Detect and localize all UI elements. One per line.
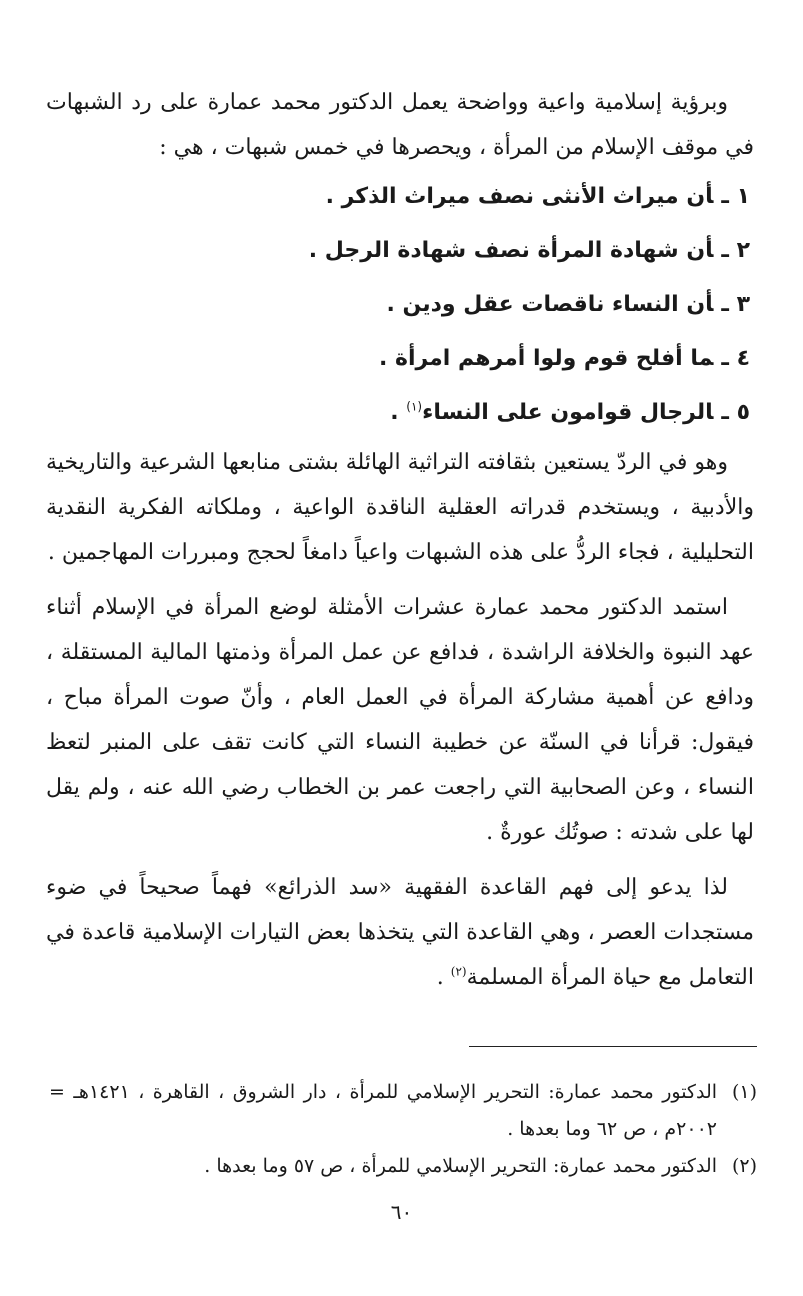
doubt-end: . bbox=[390, 400, 407, 425]
intro-paragraph: وبرؤية إسلامية واعية وواضحة يعمل الدكتور محمد عمارة على رد الشبهات في موقف الإسلام من المرأة ، ويحصرها في خمس شبهات ، هي : bbox=[46, 90, 754, 160]
footnote-text: الدكتور محمد عمارة: التحرير الإسلامي للمرأة ، دار الشروق ، القاهرة ، ١٤٢١هـ = ٢٠٠٢م ، ص ٦٢ وما بعدها . bbox=[49, 1081, 718, 1140]
closing-text: لذا يدعو إلى فهم القاعدة الفقهية «سد الذرائع» فهماً صحيحاً في ضوء مستجدات العصر ، وهي القاعدة التي يتخذها بعض التيارات الإسلامية قاعدة في التعامل مع حياة المرأة المسلمة bbox=[46, 875, 755, 990]
page-body bbox=[46, 80, 754, 1000]
footnote-text: الدكتور محمد عمارة: التحرير الإسلامي للمرأة ، ص ٥٧ وما بعدها . bbox=[204, 1155, 717, 1177]
page-number: ٦٠ bbox=[390, 1200, 413, 1224]
footnote-1 bbox=[49, 1074, 757, 1148]
examples-paragraph: استمد الدكتور محمد عمارة عشرات الأمثلة لوضع المرأة في الإسلام أثناء عهد النبوة والخلافة الراشدة ، فدافع عن عمل المرأة وذمتها المالية المستقلة ، ودافع عن أهمية مشاركة المرأة في العمل العام ، وأنّ صوت المرأة مباح ، فيقول: قرأنا في السنّة عن خطيبة النساء التي كانت تقف على المنبر لتعظ النساء ، وعن الصحابية التي راجعت عمر بن الخطاب رضي الله عنه ، ولم يقل لها على شدته : صوتُك عورةٌ . bbox=[46, 595, 754, 845]
doubt-text: أن ميراث الأنثى نصف ميراث الذكر . bbox=[325, 184, 714, 209]
doubt-text: أن شهادة المرأة نصف شهادة الرجل . bbox=[308, 238, 714, 263]
footnote-number: (٢) bbox=[731, 1155, 757, 1177]
footnote-ref-2[interactable]: (٢) bbox=[450, 964, 467, 979]
closing-end: . bbox=[436, 965, 451, 990]
footnotes bbox=[49, 1074, 757, 1185]
footnote-ref-1[interactable]: (١) bbox=[406, 399, 423, 414]
doubt-number: ٤ ـ bbox=[721, 346, 750, 371]
doubts-list bbox=[46, 170, 754, 440]
doubt-item bbox=[46, 332, 754, 386]
doubt-number: ٢ ـ bbox=[721, 238, 750, 263]
response-paragraph: وهو في الردّ يستعين بثقافته التراثية الهائلة بشتى منابعها الشرعية والتاريخية والأدبية ، ويستخدم قدراته العقلية الناقدة الواعية ، وملكاته الفكرية النقدية التحليلية ، فجاء الردُّ على هذه الشبهات واعياً دامغاً لحجج ومبررات المهاجمين . bbox=[46, 450, 754, 565]
footnote-2 bbox=[49, 1148, 757, 1185]
footnote-separator bbox=[469, 1046, 757, 1047]
footnote-number: (١) bbox=[731, 1081, 757, 1103]
doubt-item bbox=[46, 170, 754, 224]
doubt-number: ٥ ـ bbox=[721, 400, 750, 425]
doubt-number: ٣ ـ bbox=[721, 292, 750, 317]
doubt-item bbox=[46, 278, 754, 332]
doubt-item bbox=[46, 224, 754, 278]
doubt-text: أن النساء ناقصات عقل ودين . bbox=[386, 292, 714, 317]
doubt-number: ١ ـ bbox=[721, 184, 750, 209]
doubt-text: الرجال قوامون على النساء bbox=[422, 400, 714, 425]
doubt-text: ما أفلح قوم ولوا أمرهم امرأة . bbox=[378, 346, 714, 371]
doubt-item bbox=[46, 386, 754, 440]
closing-paragraph bbox=[46, 865, 754, 1000]
